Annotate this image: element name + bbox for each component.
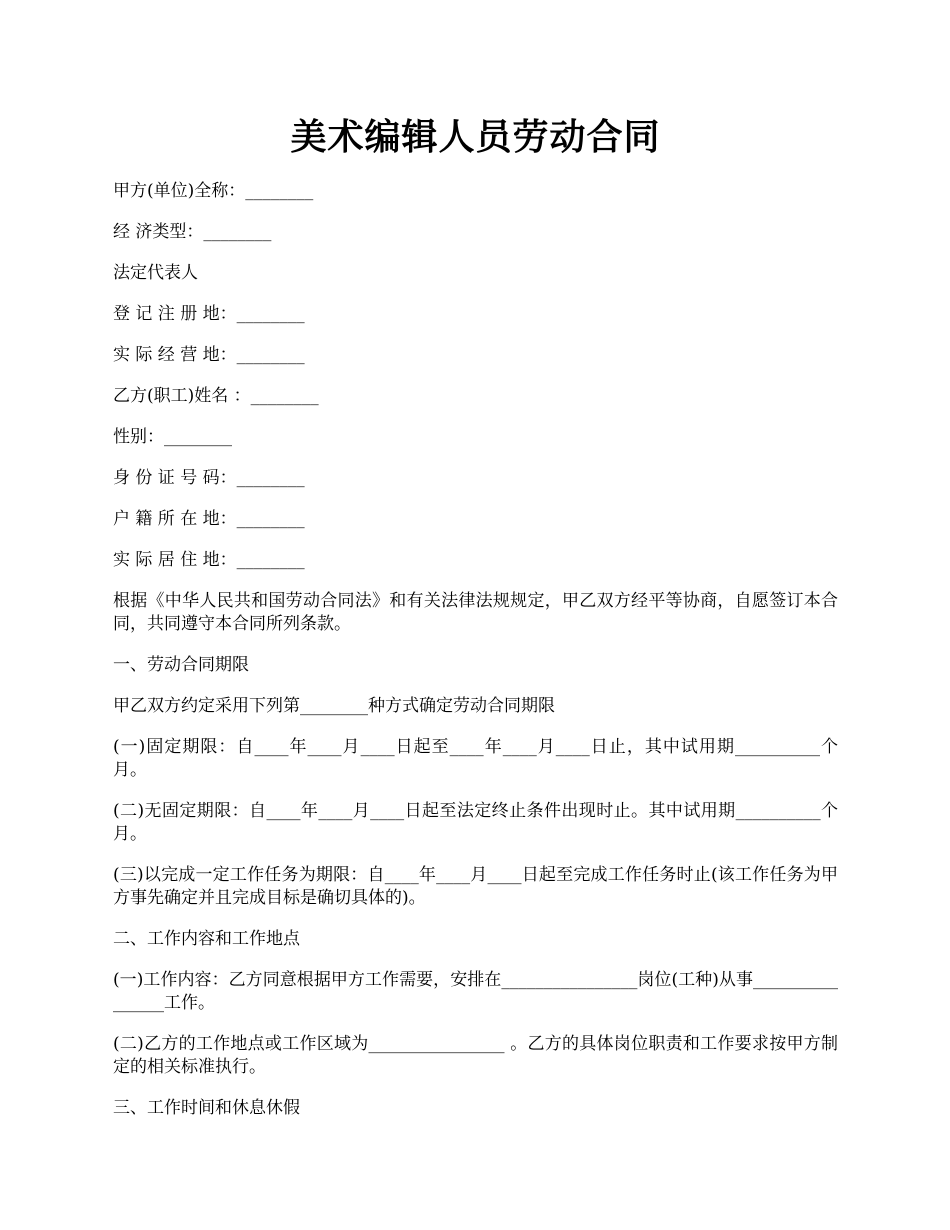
id-number-field: 身 份 证 号 码：________ [113, 468, 305, 488]
section-heading: 三、工作时间和休息休假 [113, 1098, 300, 1118]
household-register-field: 户 籍 所 在 地：________ [113, 509, 305, 529]
fixed-term-paragraph: (一)固定期限：自____年____月____日起至____年____月____日止，其中试用期__________个月。 [113, 737, 838, 780]
work-content-paragraph: (一)工作内容：乙方同意根据甲方工作需要，安排在________________岗位(工种)从事________________工作。 [113, 970, 838, 1013]
term-method-paragraph: 甲乙双方约定采用下列第________种方式确定劳动合同期限 [113, 696, 555, 716]
business-address-field: 实 际 经 营 地：________ [113, 345, 305, 365]
work-place-paragraph: (二)乙方的工作地点或工作区域为________________ 。乙方的具体岗位职责和工作要求按甲方制定的相关标准执行。 [113, 1034, 838, 1077]
task-term-paragraph: (三)以完成一定工作任务为期限：自____年____月____日起至完成工作任务时止(该工作任务为甲方事先确定并且完成目标是确切具体的)。 [113, 865, 838, 908]
party-a-name-field: 甲方(单位)全称：________ [113, 181, 314, 201]
open-term-paragraph: (二)无固定期限：自____年____月____日起至法定终止条件出现时止。其中试用期__________个月。 [113, 801, 838, 844]
gender-field: 性别：________ [113, 427, 232, 447]
intro-paragraph: 根据《中华人民共和国劳动合同法》和有关法律法规规定，甲乙双方经平等协商，自愿签订本合同，共同遵守本合同所列条款。 [113, 591, 838, 634]
economic-type-field: 经 济类型：________ [113, 222, 272, 242]
party-b-name-field: 乙方(职工)姓名 ：________ [113, 386, 319, 406]
residence-address-field: 实 际 居 住 地：________ [113, 550, 305, 570]
registered-address-field: 登 记 注 册 地：________ [113, 304, 305, 324]
legal-representative-field: 法定代表人 [113, 263, 198, 283]
section-heading: 二、工作内容和工作地点 [113, 929, 300, 949]
party-fields [113, 180, 838, 572]
document-title: 美术编辑人员劳动合同 [290, 116, 661, 158]
section-heading: 一、劳动合同期限 [113, 655, 249, 675]
